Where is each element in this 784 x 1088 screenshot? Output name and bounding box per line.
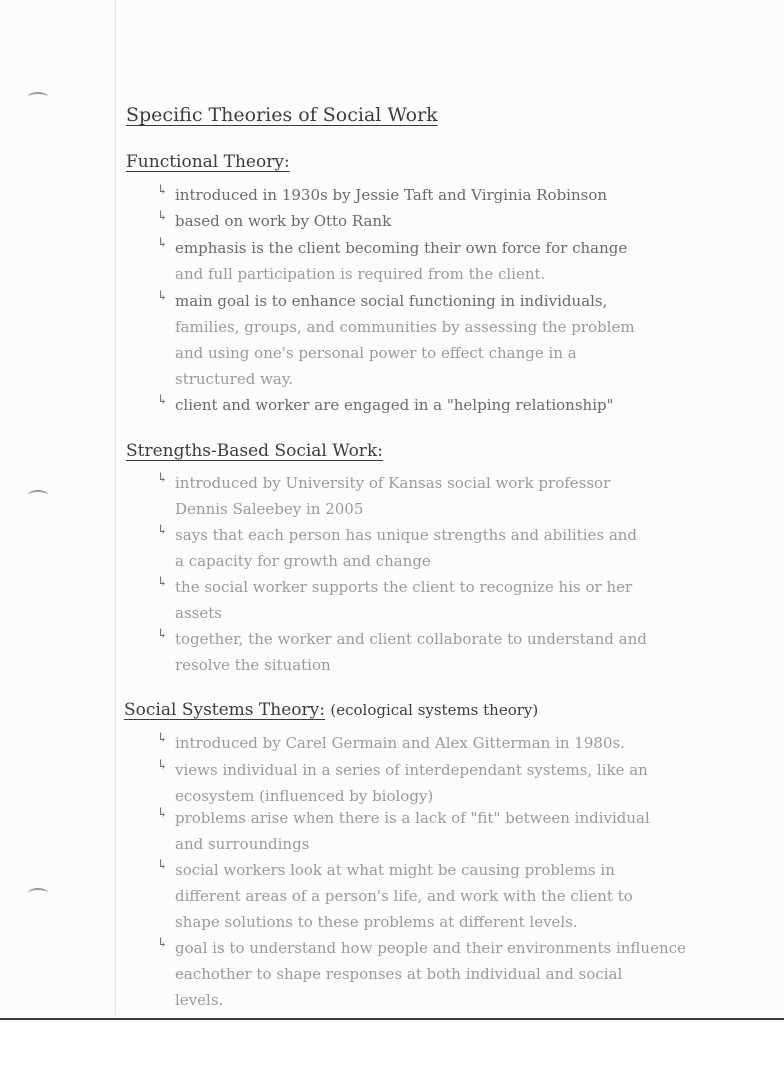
note-line: based on work by Otto Rank: [175, 212, 392, 230]
note-item: [157, 757, 648, 809]
note-line: resolve the situation: [175, 656, 331, 674]
note-line: the social worker supports the client to recognize his or her: [175, 578, 633, 596]
note-item: [157, 857, 633, 935]
note-line: views individual in a series of interdependant systems, like an: [175, 761, 648, 779]
note-item: [157, 392, 614, 418]
section-heading-text: Social Systems Theory:: [124, 700, 325, 720]
note-item: [157, 288, 635, 392]
page-title: Specific Theories of Social Work: [126, 104, 438, 126]
scan-bed-area: [0, 1020, 784, 1088]
binder-hole-mark: [28, 888, 48, 898]
arrow-icon: ↳: [157, 183, 168, 198]
binder-hole-mark: [28, 490, 48, 500]
note-line: introduced in 1930s by Jessie Taft and Virginia Robinson: [175, 186, 608, 204]
binder-hole-mark: [28, 92, 48, 102]
note-line: assets: [175, 604, 222, 622]
arrow-icon: ↳: [157, 575, 168, 590]
arrow-icon: ↳: [157, 731, 168, 746]
arrow-icon: ↳: [157, 936, 168, 951]
arrow-icon: ↳: [157, 627, 168, 642]
note-line: and full participation is required from the client.: [175, 265, 546, 283]
note-item: [157, 626, 647, 678]
section-heading-suffix: (ecological systems theory): [330, 701, 539, 719]
arrow-icon: ↳: [157, 289, 168, 304]
note-line: emphasis is the client becoming their own force for change: [175, 239, 628, 257]
note-item: [157, 730, 625, 756]
note-line: says that each person has unique strengths and abilities and: [175, 526, 638, 544]
note-line: social workers look at what might be causing problems in: [175, 861, 615, 879]
note-line: structured way.: [175, 370, 294, 388]
note-line: together, the worker and client collaborate to understand and: [175, 630, 647, 648]
note-line: and surroundings: [175, 835, 310, 853]
note-line: main goal is to enhance social functioning in individuals,: [175, 292, 608, 310]
section-heading-strengths: [126, 441, 383, 461]
note-item: [157, 208, 392, 234]
arrow-icon: ↳: [157, 858, 168, 873]
section-heading-functional: [126, 152, 290, 172]
note-item: [157, 574, 633, 626]
note-line: Dennis Saleebey in 2005: [175, 500, 364, 518]
note-item: [157, 470, 611, 522]
note-item: [157, 235, 628, 287]
arrow-icon: ↳: [157, 523, 168, 538]
note-line: shape solutions to these problems at different levels.: [175, 913, 578, 931]
note-line: and using one's personal power to effect change in a: [175, 344, 577, 362]
arrow-icon: ↳: [157, 471, 168, 486]
note-line: problems arise when there is a lack of "fit" between individual: [175, 809, 650, 827]
section-heading-text: Strengths-Based Social Work:: [126, 441, 383, 461]
arrow-icon: ↳: [157, 758, 168, 773]
section-heading-text: Functional Theory:: [126, 152, 290, 172]
note-item: [157, 182, 608, 208]
note-item: [157, 805, 650, 857]
arrow-icon: ↳: [157, 393, 168, 408]
arrow-icon: ↳: [157, 209, 168, 224]
note-line: levels.: [175, 991, 224, 1009]
margin-line: [115, 0, 116, 1015]
section-heading-social-systems: [124, 700, 538, 720]
note-line: families, groups, and communities by assessing the problem: [175, 318, 635, 336]
note-line: different areas of a person's life, and work with the client to: [175, 887, 633, 905]
arrow-icon: ↳: [157, 806, 168, 821]
note-line: goal is to understand how people and their environments influence: [175, 939, 686, 957]
arrow-icon: ↳: [157, 236, 168, 251]
note-line: client and worker are engaged in a "helping relationship": [175, 396, 614, 414]
note-line: eachother to shape responses at both individual and social: [175, 965, 623, 983]
note-item: [157, 522, 638, 574]
note-item: [157, 935, 686, 1013]
note-line: ecosystem (influenced by biology): [175, 787, 434, 805]
note-line: a capacity for growth and change: [175, 552, 431, 570]
note-line: introduced by Carel Germain and Alex Gitterman in 1980s.: [175, 734, 625, 752]
note-line: introduced by University of Kansas social work professor: [175, 474, 611, 492]
